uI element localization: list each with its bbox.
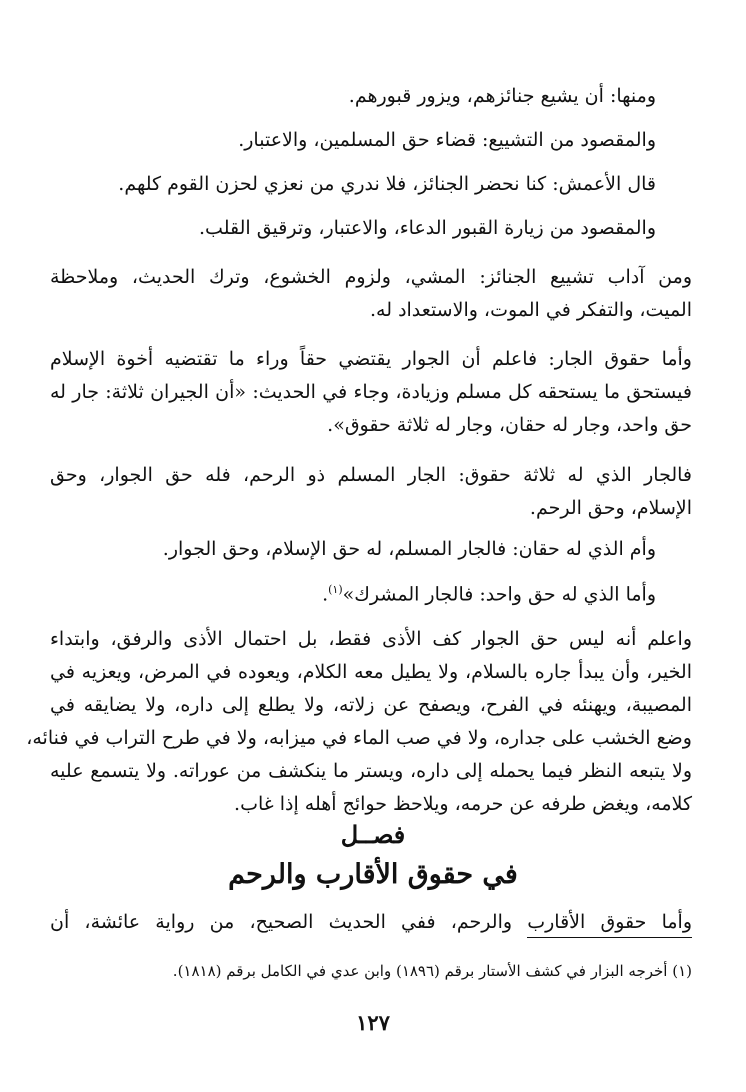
footnote-divider	[527, 937, 692, 938]
text-line: المصيبة، ويهنئه في الفرح، ويصفح عن زلاته، ولا يطلع إلى داره، ولا يضايقه في	[50, 694, 692, 716]
footnote-ref: (١)	[328, 583, 343, 596]
text-line: كلامه، ويغض طرفه عن حرمه، ويلاحظ حوائج أهله إذا غاب.	[234, 793, 692, 815]
text-line: الميت، والتفكر في الموت، والاستعداد له.	[370, 299, 692, 321]
text-line: وأما حقوق الجار: فاعلم أن الجوار يقتضي حقاً وراء ما تقتضيه أخوة الإسلام	[50, 348, 692, 370]
page-number: ١٢٧	[356, 1010, 390, 1035]
section-subtitle: في حقوق الأقارب والرحم	[228, 859, 518, 890]
text-line: الخير، وأن يبدأ جاره بالسلام، ولا يطيل معه الكلام، ويعوده في المرض، ويعزيه في	[50, 661, 692, 683]
section-title: فصــل	[340, 820, 406, 849]
text-line-content: وأما الذي له حق واحد: فالجار المشرك»	[342, 583, 656, 606]
text-line: وضع الخشب على جداره، ولا في صب الماء في ميزابه، ولا في طرح التراب في فنائه،	[26, 727, 692, 749]
line-end-punct: .	[322, 583, 329, 606]
text-line: والمقصود من التشييع: قضاء حق المسلمين، والاعتبار.	[238, 129, 656, 151]
text-line: والمقصود من زيارة القبور الدعاء، والاعتبار، وترقيق القلب.	[199, 217, 656, 239]
text-line: فالجار الذي له ثلاثة حقوق: الجار المسلم ذو الرحم، فله حق الجوار، وحق	[50, 464, 692, 486]
text-line: ومنها: أن يشيع جنائزهم، ويزور قبورهم.	[348, 85, 656, 107]
text-line: قال الأعمش: كنا نحضر الجنائز، فلا ندري من نعزي لحزن القوم كلهم.	[118, 173, 656, 195]
text-line: وأما حقوق الأقارب والرحم، ففي الحديث الصحيح، من رواية عائشة، أن	[50, 911, 692, 933]
text-line: واعلم أنه ليس حق الجوار كف الأذى فقط، بل احتمال الأذى والرفق، وابتداء	[50, 628, 692, 650]
text-line: ومن آداب تشييع الجنائز: المشي، ولزوم الخشوع، وترك الحديث، وملاحظة	[50, 266, 692, 288]
text-line: وأم الذي له حقان: فالجار المسلم، له حق الإسلام، وحق الجوار.	[162, 538, 656, 560]
text-line: ولا يتبعه النظر فيما يحمله إلى داره، ويستر ما ينكشف من عوراته. ولا يتسمع عليه	[50, 760, 692, 782]
text-line: حق واحد، وجار له حقان، وجار له ثلاثة حقوق».	[327, 414, 692, 436]
footnote: (١) أخرجه البزار في كشف الأستار برقم (١٨٩٦) وابن عدي في الكامل برقم (١٨١٨).	[172, 962, 692, 980]
text-line: فيستحق ما يستحقه كل مسلم وزيادة، وجاء في الحديث: «أن الجيران ثلاثة: جار له	[50, 381, 692, 403]
text-line	[322, 574, 656, 606]
text-line: الإسلام، وحق الرحم.	[529, 497, 692, 519]
